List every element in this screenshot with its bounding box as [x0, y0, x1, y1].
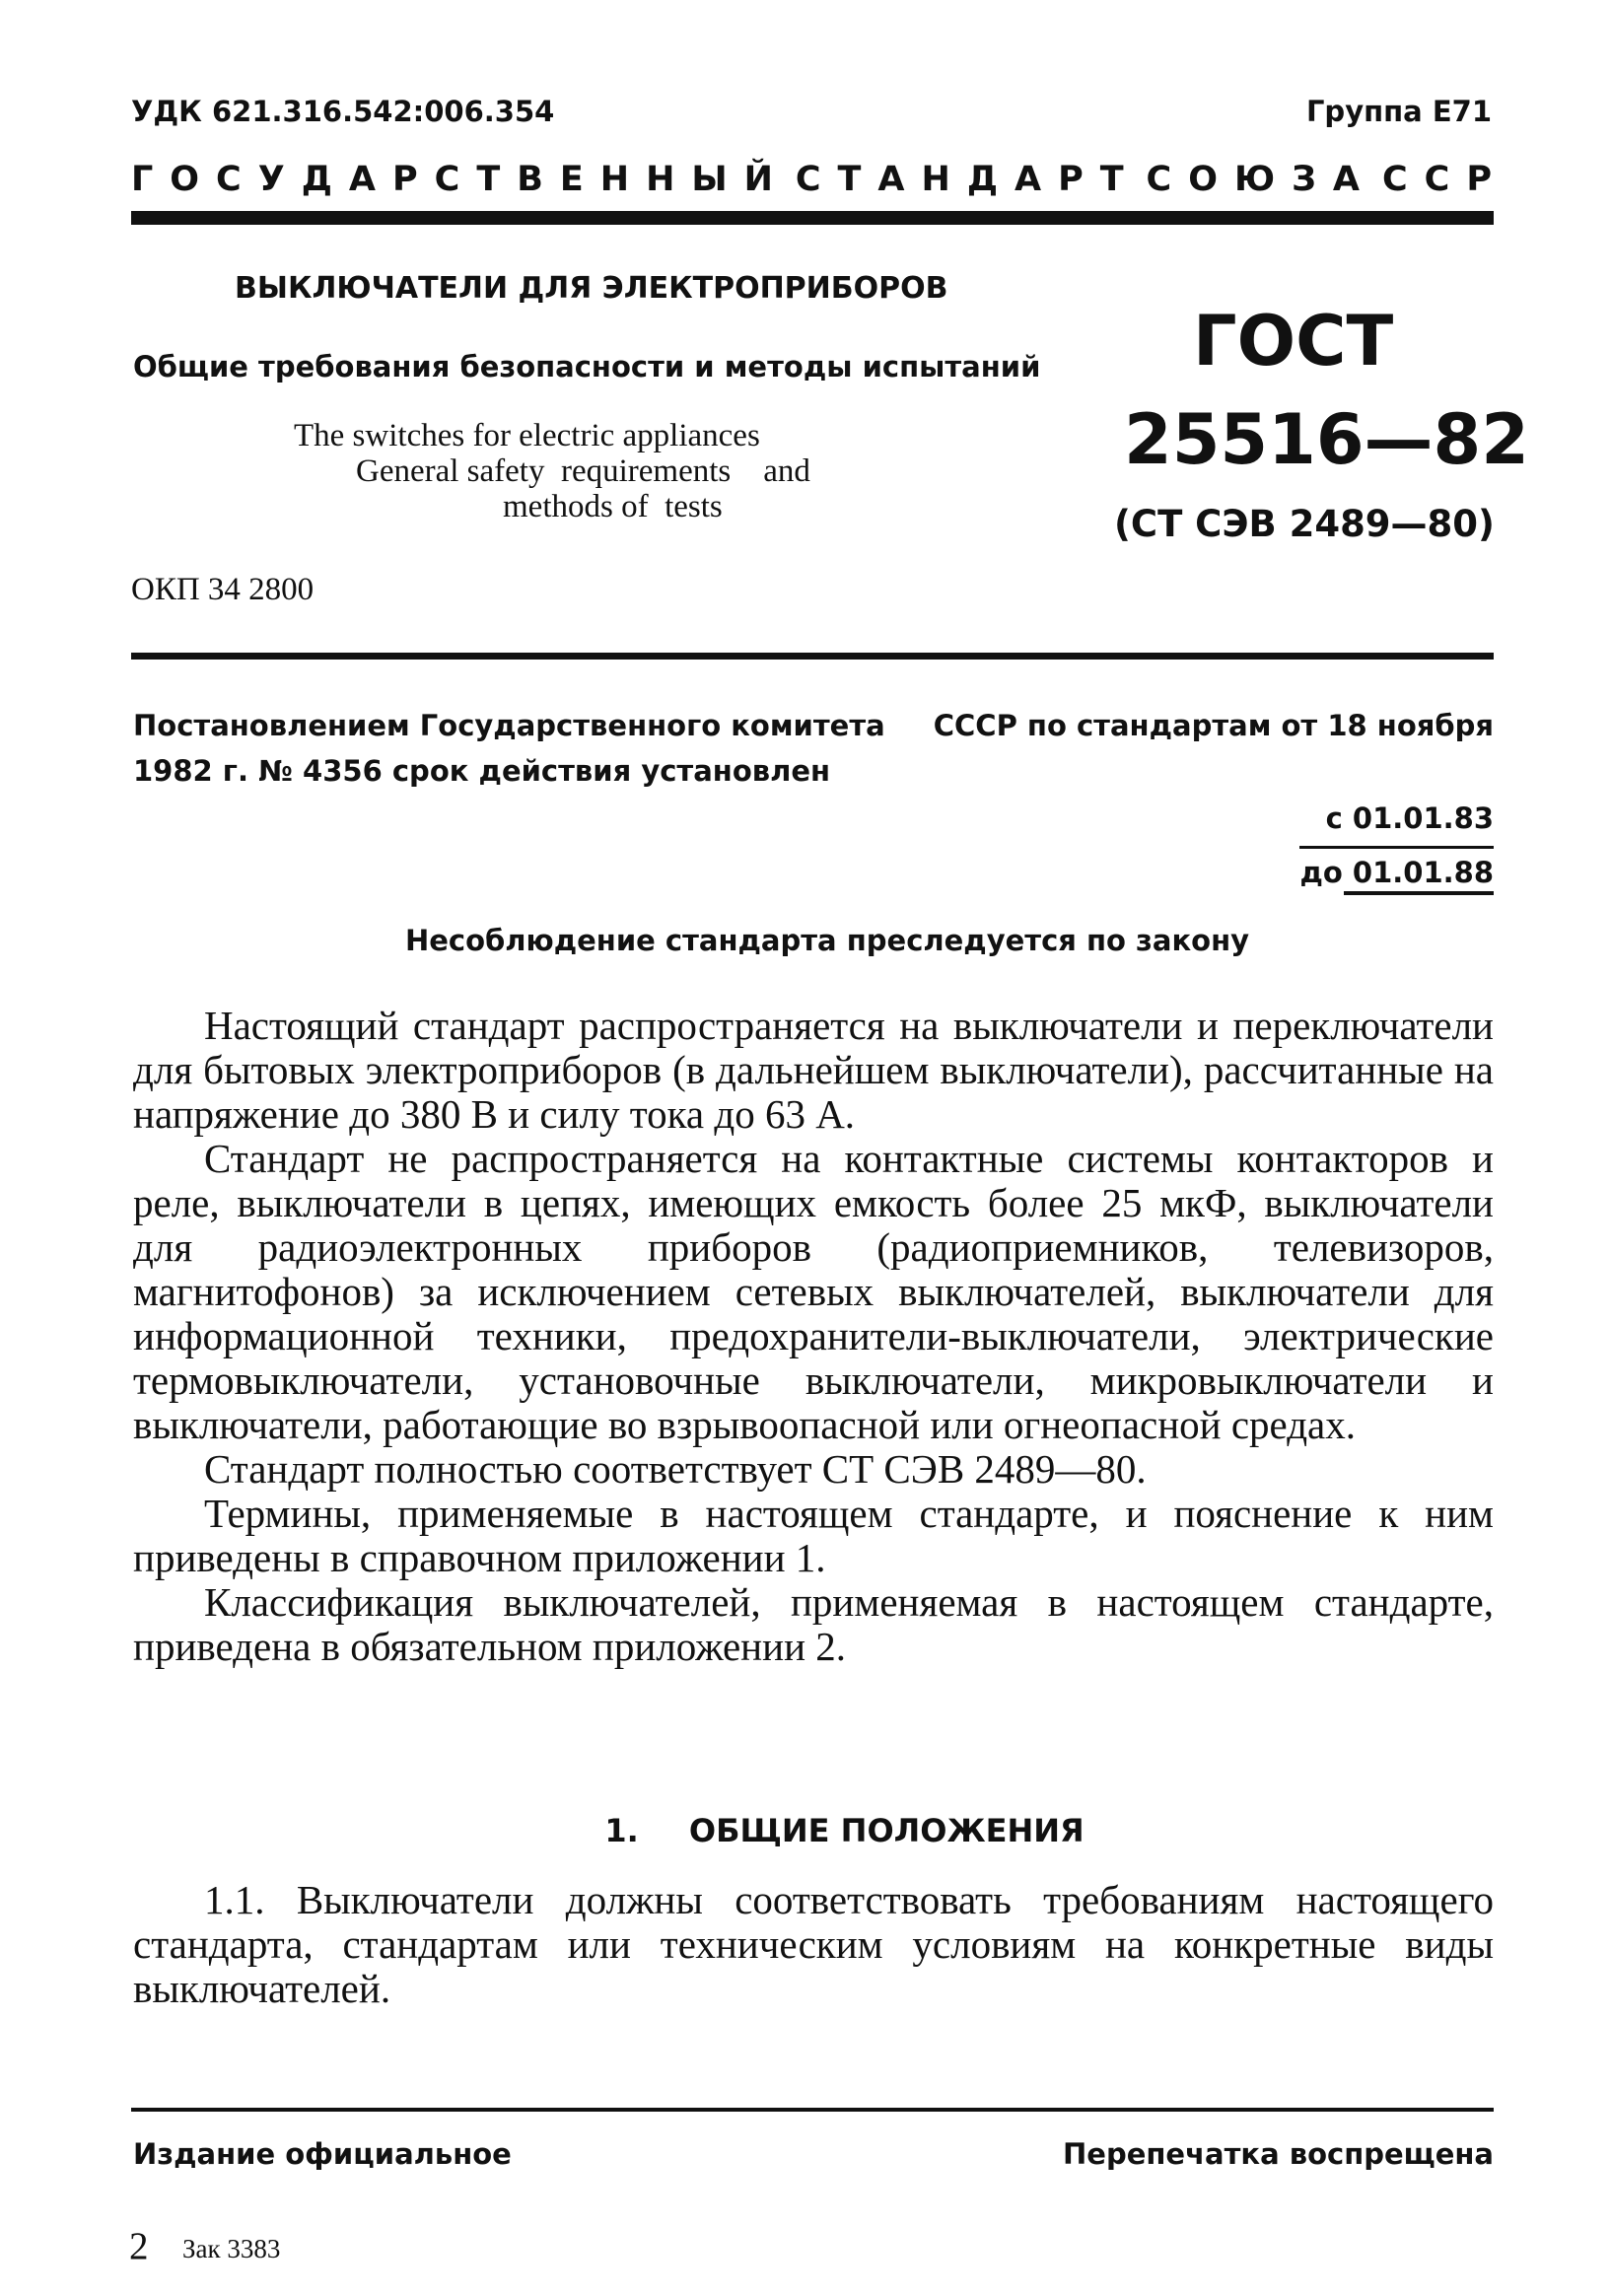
- paragraph-2: Стандарт не распространяется на контактные системы контакторов и реле, выключатели в цепях, имеющих емкость более 25 мкФ, выключатели для радиоэлектронных приборов (радиоприемников, телевизоров, магнитофонов) за исключением сетевых выключателей, выключатели для информационной техники, предохранители-выключатели, электрические термовыключатели, установочные выключатели, микровыключатели и выключатели, работающие во взрывоопасной или огнеопасной средах.: [133, 1136, 1494, 1447]
- section-heading: [0, 1812, 1610, 1849]
- banner-word-1: ГОСУДАРСТВЕННЫЙ: [131, 160, 790, 199]
- decree-line-1a: Постановлением Государственного комитета: [133, 709, 885, 742]
- cmea-standard-reference: (СТ СЭВ 2489—80): [1114, 503, 1495, 545]
- section-title: ОБЩИЕ ПОЛОЖЕНИЯ: [688, 1812, 1085, 1849]
- valid-from: с 01.01.83: [1325, 801, 1494, 835]
- title-en-line-1: The switches for electric appliances: [294, 418, 760, 453]
- page-number: 2: [129, 2225, 149, 2267]
- title-en-line-2: General safety requirements and: [356, 453, 810, 489]
- top-thick-rule: [131, 211, 1494, 225]
- decree-line-1b: СССР по стандартам от 18 ноября: [933, 709, 1494, 742]
- validity-period: [1299, 795, 1494, 900]
- print-order-number: Зак 3383: [182, 2234, 281, 2263]
- paragraph-5: Классификация выключателей, применяемая в настоящем стандарте, приведена в обязательном приложении 2.: [133, 1579, 1494, 1669]
- paragraph-1: Настоящий стандарт распространяется на выключатели и переключатели для бытовых электроприборов (в дальнейшем выключатели), рассчитанные на напряжение до 380 В и силу тока до 63 А.: [133, 1003, 1494, 1137]
- group-code: Группа Е71: [1305, 95, 1492, 128]
- section-number: 1.: [604, 1812, 639, 1849]
- okp-code: ОКП 34 2800: [131, 572, 315, 607]
- banner-word-3: СОЮЗА: [1146, 160, 1377, 199]
- official-edition-label: Издание официальное: [133, 2137, 512, 2171]
- legal-notice-text: Несоблюдение стандарта преследуется по закону: [404, 924, 1250, 957]
- introduction-text: [133, 1004, 1494, 1669]
- paragraph-4: Термины, применяемые в настоящем стандарте, и пояснение к ним приведены в справочном приложении 1.: [133, 1491, 1494, 1580]
- udc-code: УДК 621.316.542:006.354: [131, 95, 555, 128]
- title-en-line-3: methods of tests: [503, 489, 723, 524]
- legal-notice: [0, 924, 1610, 957]
- valid-to: до 01.01.88: [1299, 846, 1494, 898]
- gost-label: ГОСТ: [1193, 301, 1394, 382]
- document-subtitle-ru: Общие требования безопасности и методы испытаний: [133, 350, 1041, 383]
- validity-underline: [1344, 891, 1494, 895]
- decree-line-2: 1982 г. № 4356 срок действия установлен: [133, 754, 831, 788]
- bottom-rule: [131, 2108, 1494, 2112]
- gost-number: 25516—82: [1124, 399, 1529, 480]
- banner-word-4: ССР: [1381, 160, 1508, 199]
- clause-1-1-text: 1.1. Выключатели должны соответствовать требованиям настоящего стандарта, стандартам или техническим условиям на конкретные виды выключателей.: [133, 1877, 1494, 2011]
- middle-rule: [131, 653, 1494, 660]
- decree-statement: [133, 703, 1494, 794]
- paragraph-3: Стандарт полностью соответствует СТ СЭВ 2489—80.: [204, 1446, 1147, 1492]
- state-standard-banner: [131, 160, 1508, 199]
- clause-1-1: [133, 1878, 1494, 2011]
- banner-word-2: СТАНДАРТ: [795, 160, 1141, 199]
- document-title-en: [294, 418, 810, 524]
- reprint-prohibited-label: Перепечатка воспрещена: [1063, 2137, 1494, 2171]
- document-title-ru: ВЫКЛЮЧАТЕЛИ ДЛЯ ЭЛЕКТРОПРИБОРОВ: [235, 271, 948, 306]
